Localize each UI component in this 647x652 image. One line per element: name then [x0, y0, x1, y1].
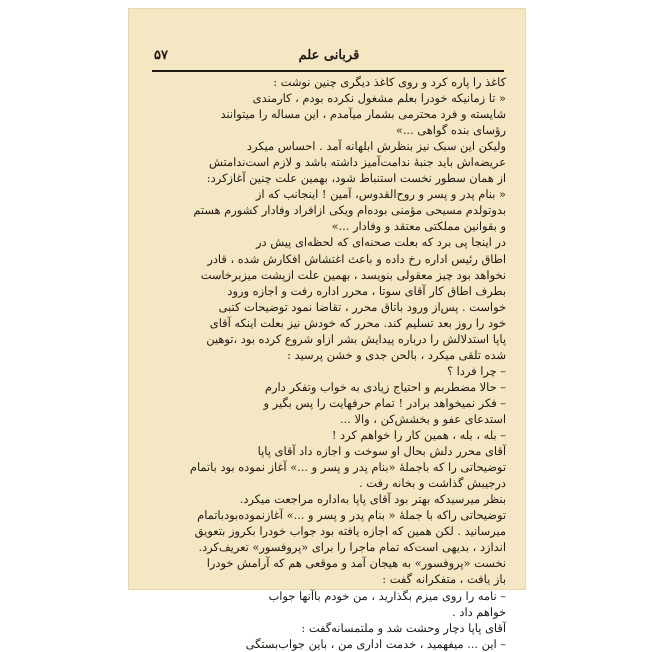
text-line: « بنام پدر و پسر و روح‌القدوس، آمین ! اینجانب که از [255, 187, 506, 202]
text-line: استدعای عفو و بخشش‌کن ، والا ... [340, 411, 506, 426]
text-line: « تا زمانیکه خودرا بعلم مشغول نکرده بودم ، کارمندی [252, 91, 506, 106]
text-line: شده تلقی میکرد ، بالحن جدی و خشن پرسید : [287, 347, 506, 362]
text-line: از همان سطور نخست استنباط شود، بهمین علت چنین آغازکرد: [206, 171, 506, 186]
text-line: – حالا مضطربم و احتیاج زیادی به خواب وتفکر دارم [264, 379, 506, 394]
text-line: نخست «پروفسور» به هیجان آمد و موقعی هم که آرامش خودرا [206, 556, 506, 571]
text-line: درجیبش گذاشت و بخانه رفت . [359, 476, 506, 491]
text-line: – این ... میفهمید ، خدمت اداری من ، باین جواب‌بستگی [245, 636, 506, 651]
text-line: بدوتولدم مسیحی مؤمنی بوده‌ام ویکی ازافراد وفادار کشورم هستم [193, 203, 506, 218]
text-line: و بقوانین مملکتی معتقد و وفادار ...» [331, 219, 506, 234]
text-line: عریضه‌اش باید جنبهٔ ندامت‌آمیز داشته باشد و لازم است‌ندامتش [209, 155, 506, 170]
text-line: – فکر نمیخواهد برادر ! تمام حرفهایت را پس بگیر و [263, 395, 506, 410]
text-line: خواهم داد . [452, 604, 506, 619]
text-line: – چرا فردا ؟ [446, 363, 506, 378]
text-line: در اینجا پی برد که بعلت صحنه‌ای که لحظه‌ای پیش در [256, 235, 506, 250]
text-line: آقای محرر دلش بحال او سوخت و اجازه داد آقای پاپا [257, 444, 506, 459]
text-line: بطرف اطاق کار آقای سوتا ، محرر اداره رفت و اجازه ورود [227, 283, 506, 298]
text-line: میرسانید . لکن همین که اجازه یافته بود جواب خودرا بکروز بتعویق [194, 524, 506, 539]
text-line: ولیکن این سبک نیز بنظرش ابلهانه آمد . احساس میکرد [246, 139, 506, 154]
running-title: قربانی علم [298, 48, 360, 63]
text-line: آقای پاپا دچار وحشت شد و ملتمسانه‌گفت : [301, 620, 506, 635]
text-line: بنظر میرسیدکه بهتر بود آقای پاپا به‌اداره مراجعت میکرد. [239, 492, 506, 507]
text-line: اطاق رئیس اداره رخ داده و باعث اغتشاش افکارش شده ، قادر [207, 251, 506, 266]
text-line: پاپا استدلالش را درباره پیدایش بشر ازاو شروع کرده بود ،توهین [206, 331, 506, 346]
text-line: شایسته و فرد محترمی بشمار میآمدم ، این مساله را میتوانند [220, 107, 506, 122]
header-rule [152, 70, 504, 72]
text-line: توضیحاتی راکه با جملهٔ « بنام پدر و پسر و ...» آغازنموده‌بودباتمام [197, 508, 506, 523]
text-line: باز یافت ، متفکرانه گفت : [382, 572, 506, 587]
text-line: کاغذ را پاره کرد و روی کاغذ دیگری چنین نوشت : [273, 75, 506, 89]
text-line: – نامه را روی میزم بگذارید ، من خودم باآنها جواب [268, 588, 506, 603]
text-line: – بله ، بله ، همین کار را خواهم کرد ! [331, 428, 506, 443]
text-line: توضیحاتی را که باجملهٔ «بنام پدر و پسر و ...» آغاز نموده بود باتمام [189, 460, 506, 475]
book-page [128, 8, 526, 651]
text-line: رؤسای بنده گواهی ...» [395, 123, 506, 138]
text-line: خود را روز بعد تسلیم کند. محرر که خودش نیز بعلت اینکه آقای [209, 315, 506, 330]
page-header [154, 46, 504, 68]
text-line: اندازد ، بدیهی است‌که تمام ماجرا را برای «پروفسور» تعریف‌کرد. [198, 540, 506, 555]
text-line: خواست . پس‌از ورود باتاق محرر ، تقاضا نمود توضیحات کتبی [218, 299, 506, 314]
page-number: ۵۷ [154, 48, 168, 63]
text-line: نخواهد بود چیز معقولی بنویسد ، بهمین علت ازپشت میزبرخاست [200, 267, 506, 282]
body-text [154, 74, 506, 652]
